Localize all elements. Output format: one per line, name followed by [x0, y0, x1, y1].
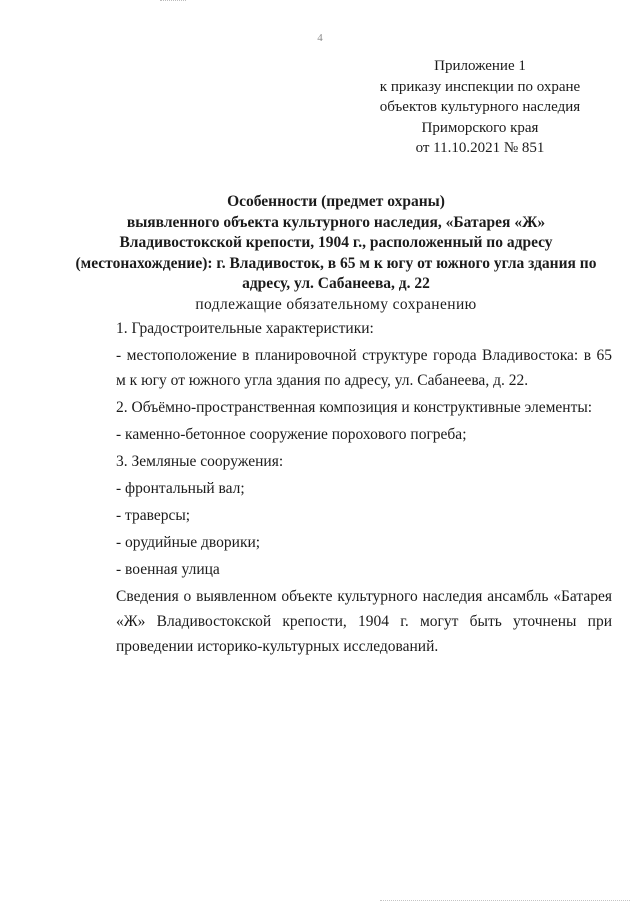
scan-artifact	[380, 900, 630, 902]
title-subline: подлежащие обязательному сохранению	[195, 295, 477, 313]
appendix-line: к приказу инспекции по охране	[379, 78, 581, 95]
title-line: адресу, ул. Сабанеева, д. 22	[242, 275, 430, 292]
list-item: - фронтальный вал;	[116, 480, 245, 497]
closing-paragraph: Сведения о выявленном объекте культурного наследия ансамбль «Батарея «Ж» Владивостокской крепости, 1904 г. могут быть уточнены при проведении историко-культурных исследований.	[116, 588, 612, 655]
title-line: (местонахождение): г. Владивосток, в 65 м к югу от южного угла здания по	[75, 254, 597, 272]
document-body	[60, 316, 612, 659]
list-item: - военная улица	[116, 561, 220, 578]
title-line: Особенности (предмет охраны)	[227, 193, 445, 210]
list-item: - траверсы;	[116, 507, 191, 524]
list-item: - орудийные дворики;	[116, 534, 261, 551]
section-heading: 1. Градостроительные характеристики:	[116, 320, 374, 337]
document-title	[60, 192, 612, 315]
appendix-block	[330, 56, 630, 159]
appendix-line: Приморского края	[421, 119, 539, 136]
title-line: Владивостокской крепости, 1904 г., расположенный по адресу	[119, 234, 553, 251]
section-heading: 3. Земляные сооружения:	[116, 453, 284, 470]
section-item: - местоположение в планировочной структуре города Владивостока: в 65 м к югу от южного угла здания по адресу, ул. Сабанеева, д. 22.	[116, 347, 612, 389]
title-line: выявленного объекта культурного наследия, «Батарея «Ж»	[126, 213, 546, 231]
section-heading: 2. Объёмно-пространственная композиция и конструктивные элементы:	[116, 399, 593, 416]
appendix-line: объектов культурного наследия	[379, 99, 581, 115]
section-item: - каменно-бетонное сооружение порохового погреба;	[116, 426, 467, 443]
scan-artifact	[160, 0, 186, 2]
page-number: 4	[317, 32, 323, 44]
appendix-line: Приложение 1	[434, 58, 526, 74]
appendix-line: от 11.10.2021 № 851	[415, 140, 545, 156]
